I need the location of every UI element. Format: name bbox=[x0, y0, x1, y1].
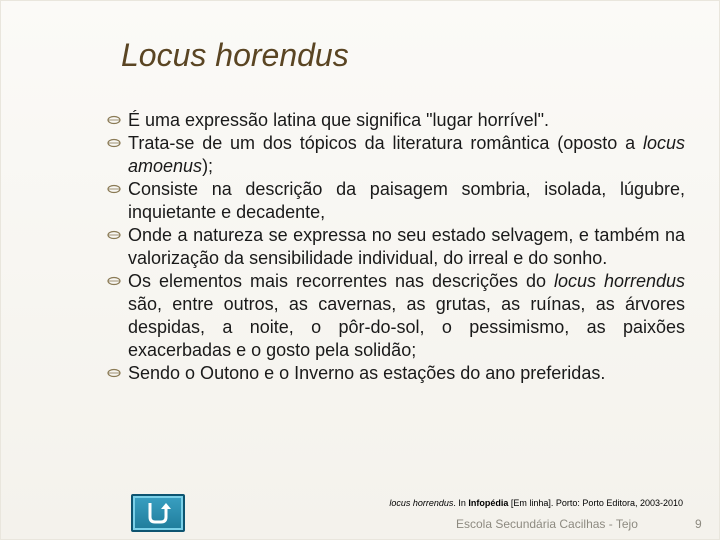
bullet-text: locus horrendus bbox=[553, 271, 685, 291]
bullet-item bbox=[105, 362, 685, 385]
reference-tail: [Em linha]. Porto: Porto Editora, 2003-2010 bbox=[508, 498, 683, 508]
bullet-text: locus amoenus bbox=[128, 133, 685, 176]
reference-mid: . In bbox=[453, 498, 469, 508]
bullet-text: são, entre outros, as cavernas, as grutas, as ruínas, as árvores despidas, a noite, o pôr-do-sol, o pessimismo, as paixões exacerbadas e o gosto pela solidão; bbox=[128, 294, 685, 360]
slide-title: Locus horendus bbox=[121, 37, 349, 73]
leaf-bullet-icon bbox=[107, 276, 121, 286]
bullet-text: Trata-se de um dos tópicos da literatura romântica (oposto a bbox=[128, 133, 643, 153]
reference-bold: Infopédia bbox=[468, 498, 509, 508]
bullet-text: Onde a natureza se expressa no seu estado selvagem, e também na valorização da sensibilidade individual, do irreal e do sonho. bbox=[128, 225, 685, 268]
bullet-item bbox=[105, 109, 685, 132]
bullet-text: Os elementos mais recorrentes nas descrições do bbox=[128, 271, 554, 291]
leaf-bullet-icon bbox=[107, 368, 121, 378]
reference-citation bbox=[389, 498, 683, 508]
leaf-bullet-icon bbox=[107, 115, 121, 125]
return-button[interactable] bbox=[131, 494, 185, 532]
bullet-item bbox=[105, 224, 685, 270]
bullet-text: ); bbox=[202, 156, 214, 176]
leaf-bullet-icon bbox=[107, 230, 121, 240]
bullet-item bbox=[105, 132, 685, 178]
bullet-text: Sendo o Outono e o Inverno as estações do ano preferidas. bbox=[128, 363, 606, 383]
return-arrow-icon bbox=[145, 501, 171, 525]
footer-school: Escola Secundária Cacilhas - Tejo bbox=[456, 517, 638, 531]
leaf-bullet-icon bbox=[107, 184, 121, 194]
page-number: 9 bbox=[695, 517, 702, 531]
bullet-item bbox=[105, 178, 685, 224]
bullet-text: É uma expressão latina que significa "lugar horrível". bbox=[128, 110, 549, 130]
bullet-item bbox=[105, 270, 685, 362]
leaf-bullet-icon bbox=[107, 138, 121, 148]
bullet-text: Consiste na descrição da paisagem sombria, isolada, lúgubre, inquietante e decadente, bbox=[128, 179, 685, 222]
reference-italic: locus horrendus bbox=[389, 498, 454, 508]
bullet-list bbox=[105, 109, 685, 385]
